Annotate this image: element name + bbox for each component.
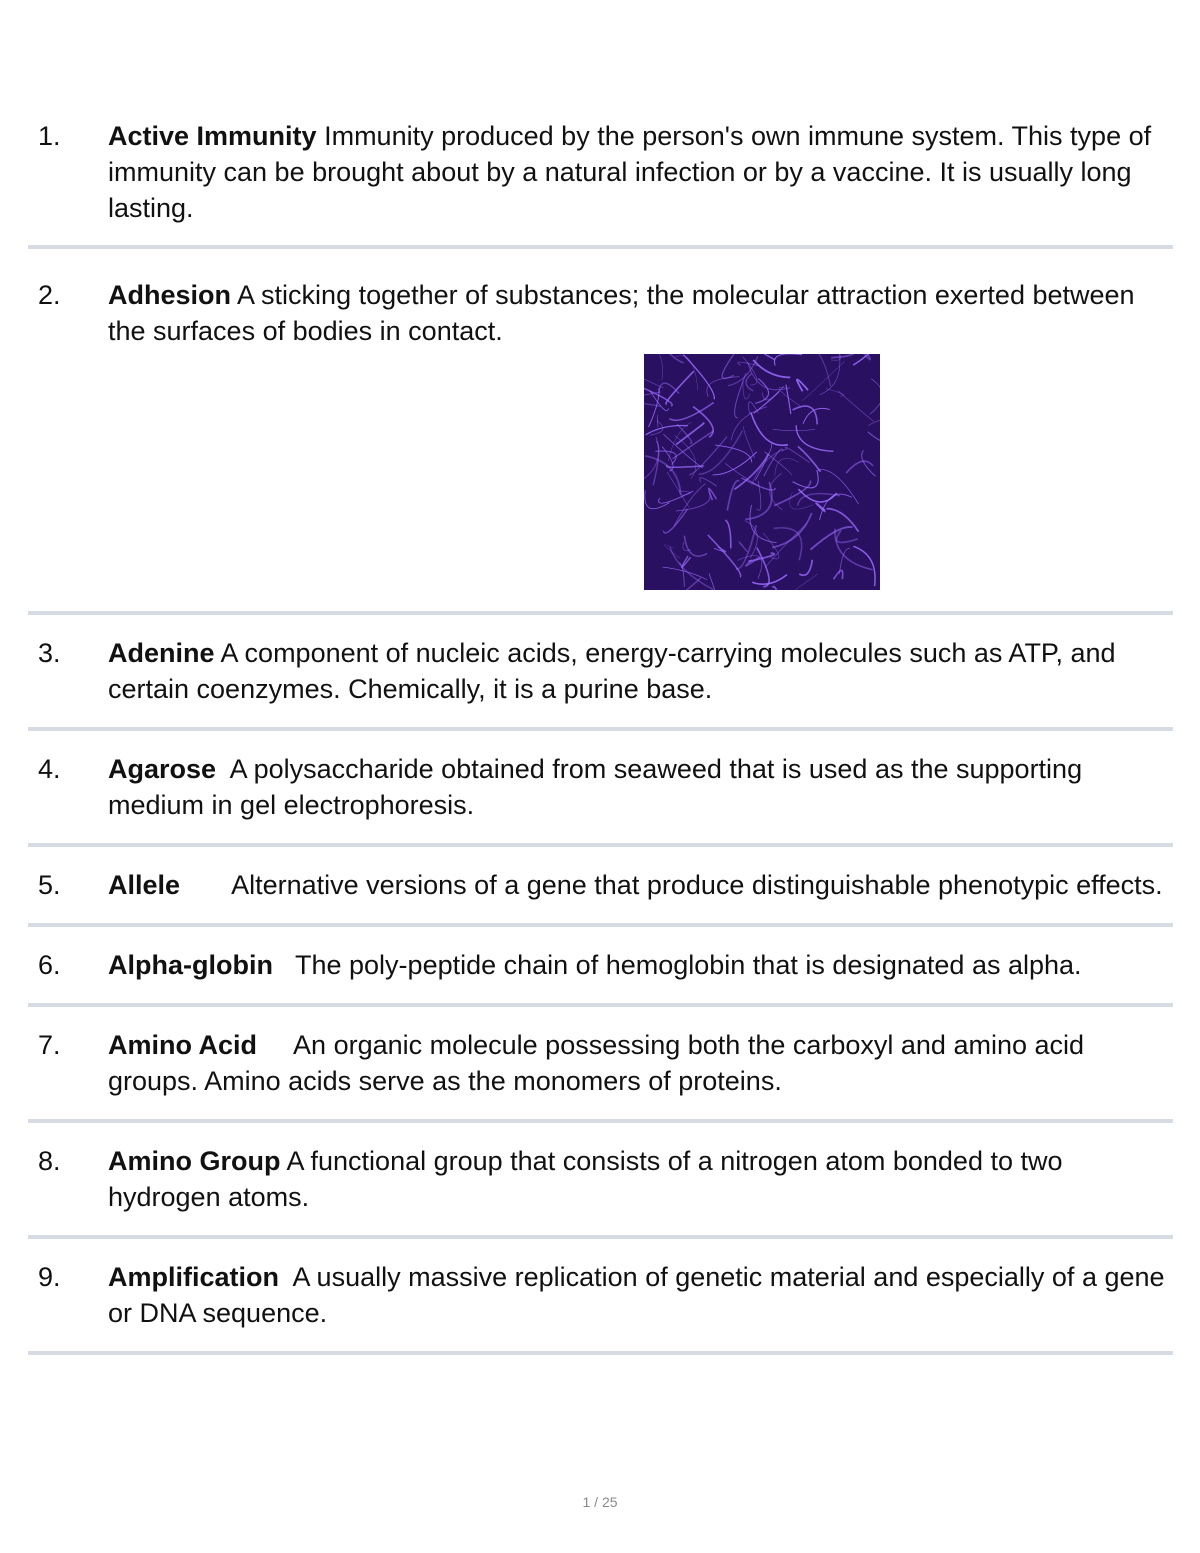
fiber-strand	[665, 545, 681, 559]
fiber-strand	[684, 536, 707, 556]
fiber-strand	[834, 570, 843, 579]
fiber-strand	[674, 484, 706, 526]
fiber-strand	[800, 354, 830, 386]
entry-term: Agarose	[108, 754, 217, 784]
fiber-strand	[758, 354, 775, 360]
fiber-strand	[772, 513, 812, 548]
entry-number: 5.	[38, 870, 61, 900]
entry-number: 2.	[38, 280, 61, 310]
fiber-strand	[818, 470, 859, 505]
entry-definition: A sticking together of substances; the molecular attraction exerted between the surfaces of bodies in contact.	[108, 280, 1135, 346]
fiber-strand	[796, 425, 833, 451]
glossary-entry-7	[28, 1027, 1173, 1099]
fiber-strand	[725, 520, 730, 548]
entry-definition: Immunity produced by the person's own immune system. This type of immunity can be brought about by a natural infection or by a vaccine. It is usually long lasting.	[108, 121, 1152, 223]
fiber-network-icon	[644, 354, 880, 590]
fiber-strand	[779, 387, 801, 406]
fiber-strand	[868, 420, 880, 441]
glossary-entry-9	[28, 1259, 1173, 1331]
divider	[28, 923, 1173, 927]
entry-number: 1.	[38, 121, 61, 151]
entry-term: Allele	[108, 870, 181, 900]
fiber-strand	[753, 360, 790, 378]
fiber-strand	[715, 445, 752, 462]
entry-number: 3.	[38, 638, 61, 668]
fiber-strand	[846, 461, 873, 473]
fiber-strand	[667, 465, 704, 467]
fiber-strand	[709, 574, 722, 590]
fiber-strand	[862, 450, 876, 476]
fiber-strand	[646, 354, 684, 363]
fiber-strand	[819, 494, 851, 520]
fiber-strand	[793, 470, 819, 488]
glossary-entry-5	[28, 867, 1173, 903]
entry-number: 8.	[38, 1146, 61, 1176]
page-indicator: 1 / 25	[582, 1494, 618, 1510]
entry-number: 6.	[38, 950, 61, 980]
fiber-strand	[748, 362, 791, 390]
fiber-strand	[659, 383, 679, 393]
entry-number: 7.	[38, 1030, 61, 1060]
entry-term: Adenine	[108, 638, 215, 668]
entry-term: Amino Acid	[108, 1030, 258, 1060]
glossary-entry-1	[28, 118, 1173, 226]
glossary-entry-3	[28, 635, 1173, 707]
entry-term: Adhesion	[108, 280, 232, 310]
fiber-strand	[798, 489, 836, 502]
fiber-strand	[773, 587, 785, 590]
divider	[28, 843, 1173, 847]
fiber-strand	[689, 437, 727, 475]
glossary-entry-8	[28, 1143, 1173, 1215]
entry-definition: An organic molecule possessing both the carboxyl and amino acid groups. Amino acids serve as the monomers of proteins.	[108, 1030, 1085, 1096]
entry-definition: A polysaccharide obtained from seaweed that is used as the supporting medium in gel electrophoresis.	[108, 754, 1083, 820]
fiber-strand	[774, 354, 802, 366]
glossary-entry-4	[28, 751, 1173, 823]
fiber-strand	[868, 432, 880, 442]
fiber-strand	[746, 374, 753, 391]
entry-definition: The poly-peptide chain of hemoglobin that is designated as alpha.	[295, 950, 1082, 980]
purple-fiber-network-image	[644, 354, 880, 590]
fiber-strand	[676, 423, 704, 444]
divider	[28, 245, 1173, 249]
fiber-strand	[853, 546, 875, 586]
fiber-strand	[707, 377, 739, 397]
fiber-strand	[714, 547, 726, 552]
fiber-strand	[659, 491, 694, 503]
fiber-strand	[757, 547, 769, 586]
divider	[28, 1003, 1173, 1007]
fiber-strand	[775, 574, 817, 590]
fiber-strand	[773, 429, 815, 430]
fiber-strand	[645, 490, 670, 508]
fiber-strand	[682, 556, 691, 568]
entry-definition: A usually massive replication of genetic material and especially of a gene or DNA sequence.	[108, 1262, 1165, 1328]
fiber-strand	[746, 557, 760, 566]
fiber-strand	[802, 361, 844, 400]
fiber-strand	[736, 525, 756, 569]
fiber-strand	[645, 456, 680, 495]
divider	[28, 727, 1173, 731]
entry-definition: Alternative versions of a gene that produce distinguishable phenotypic effects.	[231, 870, 1163, 900]
fiber-strand	[831, 354, 856, 358]
fiber-strand	[870, 379, 880, 415]
entry-term: Alpha-globin	[108, 950, 273, 980]
fiber-strand	[700, 478, 717, 486]
fiber-strand	[667, 472, 689, 507]
entry-definition: A functional group that consists of a nitrogen atom bonded to two hydrogen atoms.	[108, 1146, 1063, 1212]
fiber-strand	[774, 481, 810, 506]
glossary-list	[28, 118, 1173, 1355]
fiber-strand	[838, 391, 873, 422]
entry-definition: A component of nucleic acids, energy-carrying molecules such as ATP, and certain coenzymes. Chemically, it is a purine base.	[108, 638, 1116, 704]
fiber-strand	[663, 509, 687, 533]
fiber-strand	[708, 535, 741, 577]
fiber-strand	[799, 560, 812, 575]
divider	[28, 1119, 1173, 1123]
fiber-strand	[835, 529, 873, 570]
entry-term: Active Immunity	[108, 121, 317, 151]
fiber-strand	[666, 371, 694, 404]
figure-container	[28, 354, 1173, 590]
fiber-strand	[722, 354, 735, 378]
fiber-strand	[644, 354, 663, 380]
fiber-strand	[793, 406, 818, 424]
entry-term: Amino Group	[108, 1146, 281, 1176]
fiber-strand	[797, 379, 808, 391]
divider	[28, 611, 1173, 615]
glossary-entry-6	[28, 947, 1173, 983]
fiber-strand	[765, 523, 807, 567]
glossary-entry-2	[28, 277, 1173, 349]
entry-number: 9.	[38, 1262, 61, 1292]
fiber-strand	[752, 449, 788, 485]
fiber-strand	[810, 527, 852, 550]
fiber-strand	[837, 530, 858, 542]
fiber-strand	[775, 458, 799, 475]
fiber-strand	[751, 412, 788, 445]
divider	[28, 1351, 1173, 1355]
entry-term: Amplification	[108, 1262, 280, 1292]
fiber-strand	[745, 482, 772, 519]
divider	[28, 1235, 1173, 1239]
fiber-strand	[727, 481, 739, 511]
fiber-strand	[739, 542, 747, 552]
fiber-strand	[675, 435, 696, 478]
fiber-strand	[798, 446, 821, 471]
entry-number: 4.	[38, 754, 61, 784]
